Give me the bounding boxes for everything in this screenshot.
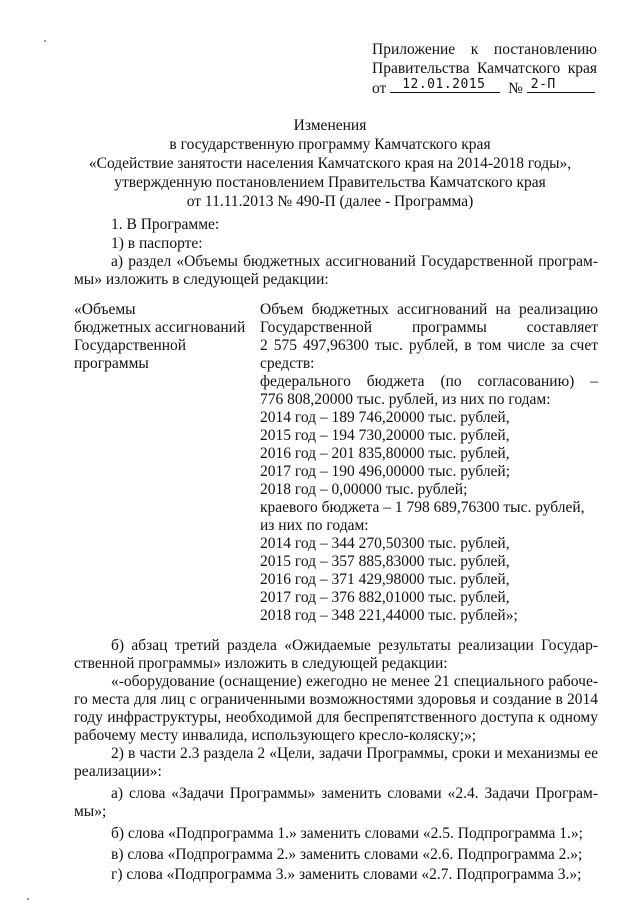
scan-speck (44, 40, 46, 42)
quote-line-4: рабочему месту инвалида, использующего кресло-коляску;»; (74, 727, 477, 744)
table-right-line-3: 2 575 497,96300 тыс. рублей, в том числе за счет (260, 337, 598, 354)
item-a-line-1: а) раздел «Объемы бюджетных ассигнований Государственной програм- (111, 253, 598, 270)
title-line-3: «Содействие занятости населения Камчатского края на 2014-2018 годы», (88, 155, 572, 172)
table-right-line-8: 2015 год – 194 730,20000 тыс. рублей, (260, 427, 510, 444)
item-1-sub: 1) в паспорте: (111, 235, 203, 252)
item-2a-line-2: мы»; (74, 803, 107, 820)
title-line-1: Изменения (293, 117, 367, 134)
quote-line-2: го места для лиц с ограниченными возможностями здоровья и создание в 2014 (74, 691, 598, 708)
quote-line-1: «-оборудование (оснащение) ежегодно не менее 21 специального рабоче- (111, 673, 598, 690)
quote-line-3: году инфраструктуры, необходимой для беспрепятственного доступа к одному (74, 709, 598, 726)
table-left-line-1: «Объемы (74, 301, 136, 318)
item-2a-line-1: а) слова «Задачи Программы» заменить словами «2.4. Задачи Програм- (111, 785, 598, 802)
header-line-2: Правительства Камчатского края (372, 60, 597, 77)
header-line-1: Приложение к постановлению (372, 41, 597, 58)
table-right-line-11: 2018 год – 0,00000 тыс. рублей; (260, 481, 468, 498)
table-right-line-15: 2015 год – 357 885,83000 тыс. рублей, (260, 553, 510, 570)
table-right-line-10: 2017 год – 190 496,00000 тыс. рублей; (260, 463, 511, 480)
item-1: 1. В Программе: (111, 216, 220, 233)
table-left-line-4: программы (74, 355, 149, 372)
title-line-4: утвержденную постановлением Правительства Камчатского края (114, 174, 546, 191)
table-right-line-12: краевого бюджета – 1 798 689,76300 тыс. рублей, (260, 499, 585, 516)
table-right-line-13: из них по годам: (260, 517, 369, 534)
table-right-line-14: 2014 год – 344 270,50300 тыс. рублей, (260, 535, 510, 552)
item-2b: б) слова «Подпрограмма 1.» заменить словами «2.5. Подпрограмма 1.»; (111, 825, 583, 842)
item-b-line-1: б) абзац третий раздела «Ожидаемые результаты реализации Государ- (111, 637, 598, 654)
item-b-line-2: ственной программы» изложить в следующей редакции: (74, 655, 448, 672)
table-right-line-17: 2017 год – 376 882,01000 тыс. рублей, (260, 589, 510, 606)
table-right-line-9: 2016 год – 201 835,80000 тыс. рублей, (260, 445, 510, 462)
table-right-line-2: Государственной программы составляет (260, 319, 598, 336)
header-date-number-line (372, 79, 595, 99)
number-value: 2-П (530, 77, 556, 92)
table-right-line-1: Объем бюджетных ассигнований на реализацию (260, 301, 598, 318)
title-line-5: от 11.11.2013 № 490-П (далее - Программа) (186, 193, 474, 210)
title-line-2: в государственную программу Камчатского края (169, 136, 491, 153)
table-left-line-2: бюджетных ассигнований (74, 319, 246, 336)
scan-speck (27, 898, 29, 900)
item-2-line-1: 2) в части 2.3 раздела 2 «Цели, задачи Программы, сроки и механизмы ее (111, 745, 598, 762)
number-blank (527, 79, 595, 93)
item-a-line-2: мы» изложить в следующей редакции: (74, 271, 329, 288)
table-left-line-3: Государственной (74, 337, 187, 354)
item-2v: в) слова «Подпрограмма 2.» заменить словами «2.6. Подпрограмма 2.»; (111, 846, 583, 863)
table-right-line-5: федерального бюджета (по согласованию) – (260, 373, 598, 390)
date-blank (390, 79, 500, 93)
table-right-line-18: 2018 год – 348 221,44000 тыс. рублей»; (260, 607, 518, 624)
item-2-line-2: реализации»: (74, 763, 162, 780)
date-value: 12.01.2015 (402, 77, 486, 92)
table-right-line-4: средств: (260, 355, 315, 372)
number-prefix: № (508, 80, 523, 97)
item-2g: г) слова «Подпрограмма 3.» заменить словами «2.7. Подпрограмма 3.»; (111, 866, 582, 883)
table-right-line-16: 2016 год – 371 429,98000 тыс. рублей, (260, 571, 510, 588)
date-prefix: от (372, 80, 387, 97)
table-right-line-6: 776 808,20000 тыс. рублей, из них по годам: (260, 391, 551, 408)
table-right-line-7: 2014 год – 189 746,20000 тыс. рублей, (260, 409, 510, 426)
